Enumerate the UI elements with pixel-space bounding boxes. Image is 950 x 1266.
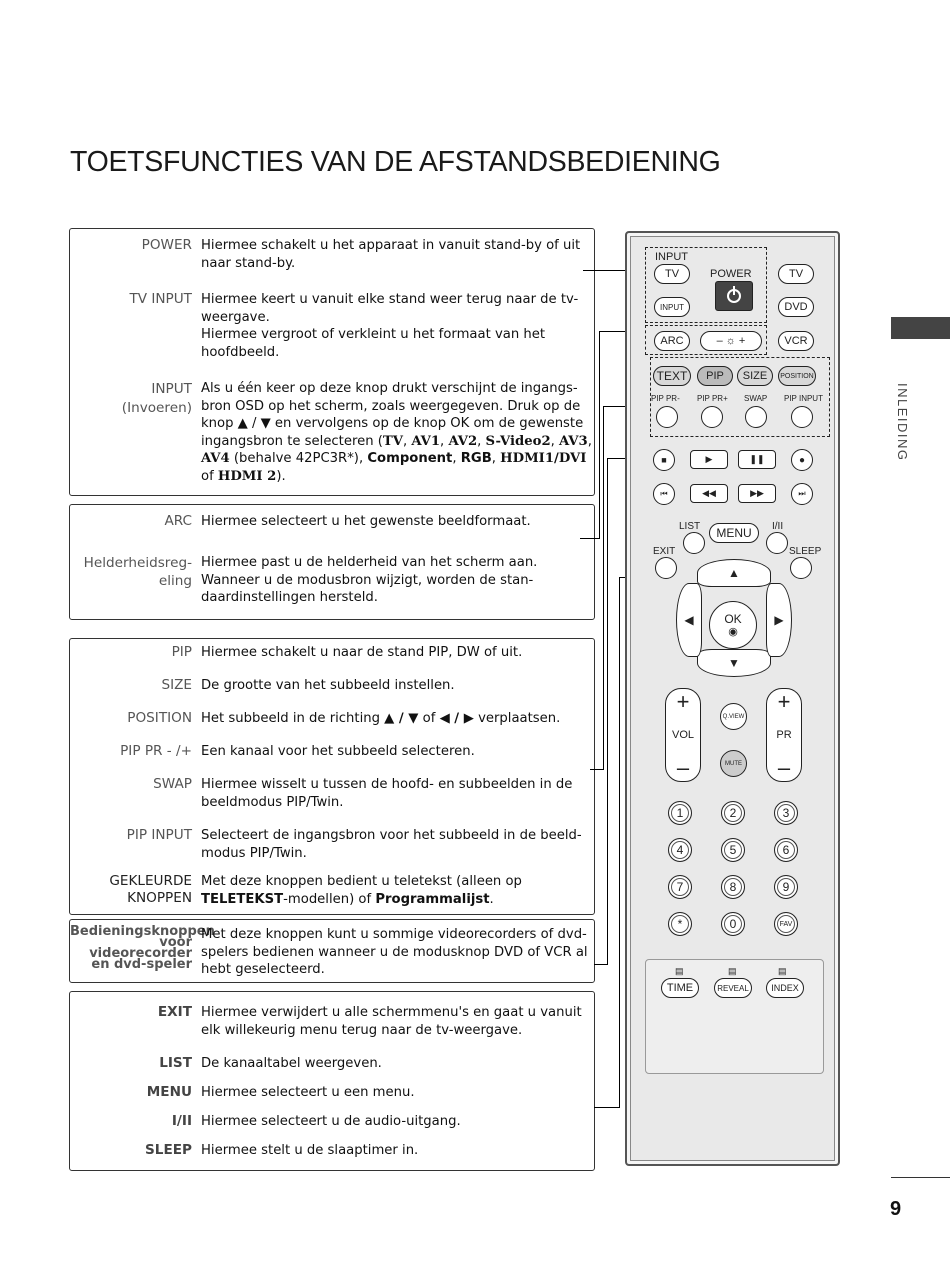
box-picture-keys [69, 504, 595, 620]
tv-mode-button[interactable]: TV [778, 264, 814, 284]
section-tab [891, 317, 950, 339]
desc-pip: Hiermee schakelt u naar de stand PIP, DW of uit. [201, 645, 523, 660]
page-title: TOETSFUNCTIES VAN DE AFSTANDSBEDIENING [70, 146, 721, 178]
sleep-label: SLEEP [789, 546, 822, 557]
page-number: 9 [890, 1198, 902, 1220]
index-button[interactable]: INDEX [766, 978, 804, 998]
desc-swap: Hiermee wisselt u tussen de hoofd- en subbeelden in de beeldmodus PIP/Twin. [201, 777, 573, 810]
footer-rule [891, 1177, 950, 1178]
power-button[interactable] [715, 281, 753, 311]
i-ii-button[interactable] [766, 532, 788, 554]
fast-forward-icon[interactable]: ▶▶ [738, 484, 776, 503]
box-pip-keys [69, 638, 595, 915]
minus-icon: – [676, 755, 690, 780]
connector-line [599, 331, 600, 538]
connector-line [603, 406, 604, 769]
desc-pip-input: Selecteert de ingangsbron voor het subbeeld in de beeld-modus PIP/Twin. [201, 828, 582, 861]
arc-button[interactable]: ARC [654, 331, 690, 351]
digit-button-7[interactable]: 7 [668, 875, 692, 899]
desc-size: De grootte van het subbeeld instellen. [201, 678, 455, 693]
label-swap: SWAP [153, 776, 192, 792]
pip-pr-plus-button[interactable] [701, 406, 723, 428]
box-vcr-dvd-keys [69, 919, 595, 983]
desc-colour-keys: Met deze knoppen bedient u teletekst (alleen op TELETEKST-modellen) of Programmalijst. [201, 874, 522, 907]
brightness-button[interactable]: – ☼ + [700, 331, 762, 351]
teletext-icon: ▤ [778, 966, 787, 976]
exit-label: EXIT [653, 546, 676, 557]
teletext-icon: ▤ [728, 966, 737, 976]
label-brightness: Helderheidsreg- eling [83, 555, 192, 589]
desc-tv-input: Hiermee keert u vanuit elke stand weer terug naar de tv-weergave. Hiermee vergroot of verkleint u het formaat van het hoofdbeeld. [201, 292, 579, 360]
label-colour-keys: GEKLEURDE KNOPPEN [109, 873, 192, 906]
menu-button[interactable]: MENU [709, 523, 759, 543]
pause-icon[interactable]: ❚❚ [738, 450, 776, 469]
swap-button[interactable] [745, 406, 767, 428]
tv-button[interactable]: TV [654, 264, 690, 284]
pip-pr-plus-label: PIP PR+ [697, 394, 728, 403]
desc-sleep: Hiermee stelt u de slaaptimer in. [201, 1143, 419, 1158]
pip-pr-minus-button[interactable] [656, 406, 678, 428]
desc-i-ii: Hiermee selecteert u de audio-uitgang. [201, 1114, 461, 1129]
digit-button-1[interactable]: 1 [668, 801, 692, 825]
label-sleep: SLEEP [145, 1142, 192, 1158]
desc-pip-pr: Een kanaal voor het subbeeld selecteren. [201, 744, 475, 759]
next-icon[interactable]: ⏭ [791, 483, 813, 505]
vol-label: VOL [671, 729, 694, 741]
digit-button-fav[interactable]: FAV [774, 912, 798, 936]
pip-input-label: PIP INPUT [784, 394, 823, 403]
exit-button[interactable] [655, 557, 677, 579]
digit-button-*[interactable]: * [668, 912, 692, 936]
pip-input-button[interactable] [791, 406, 813, 428]
desc-brightness: Hiermee past u de helderheid van het scherm aan. Wanneer u de modusbron wijzigt, worden de stan-daardinstellingen hersteld. [201, 555, 538, 605]
size-button[interactable]: SIZE [737, 366, 773, 386]
up-arrow-icon[interactable]: ▲ [697, 559, 771, 587]
desc-power: Hiermee schakelt u het apparaat in vanuit stand-by of uit naar stand-by. [201, 238, 581, 271]
list-label: LIST [679, 521, 701, 532]
input-label: INPUT [655, 251, 688, 263]
vcr-button[interactable]: VCR [778, 331, 814, 351]
label-size: SIZE [161, 677, 192, 693]
digit-button-3[interactable]: 3 [774, 801, 798, 825]
minus-icon: – [777, 755, 791, 780]
reveal-button[interactable]: REVEAL [714, 978, 752, 998]
qview-button[interactable]: Q.VIEW [720, 703, 747, 730]
position-button[interactable]: POSITION [778, 366, 816, 386]
label-list: LIST [159, 1055, 192, 1071]
digit-button-0[interactable]: 0 [721, 912, 745, 936]
right-arrow-icon[interactable]: ▶ [766, 583, 792, 657]
connector-line [594, 1107, 620, 1108]
ok-label: OK [724, 612, 742, 626]
left-arrow-icon[interactable]: ◀ [676, 583, 702, 657]
ok-icon: ◉ [728, 626, 738, 638]
label-power: POWER [141, 237, 192, 253]
pip-pr-minus-label: PIP PR- [651, 394, 680, 403]
power-icon [727, 289, 741, 303]
time-button[interactable]: TIME [661, 978, 699, 998]
desc-arc: Hiermee selecteert u het gewenste beeldformaat. [201, 514, 531, 529]
digit-button-4[interactable]: 4 [668, 838, 692, 862]
box-input-keys [69, 228, 595, 496]
ok-button[interactable] [709, 601, 757, 649]
rewind-icon[interactable]: ◀◀ [690, 484, 728, 503]
teletext-icon: ▤ [675, 966, 684, 976]
digit-button-6[interactable]: 6 [774, 838, 798, 862]
pip-button[interactable]: PIP [697, 366, 733, 386]
i-ii-label: I/II [772, 521, 784, 532]
label-tv-input: TV INPUT [129, 291, 192, 307]
desc-exit: Hiermee verwijdert u alle schermmenu's en gaat u vanuit elk willekeurig menu terug naar de tv-weergave. [201, 1005, 582, 1038]
label-pip: PIP [171, 644, 192, 660]
digit-button-8[interactable]: 8 [721, 875, 745, 899]
input-button[interactable]: INPUT [654, 297, 690, 317]
desc-menu: Hiermee selecteert u een menu. [201, 1085, 415, 1100]
connector-line [580, 538, 600, 539]
box-menu-keys [69, 991, 595, 1171]
connector-line [594, 964, 608, 965]
mute-button[interactable]: MUTE [720, 750, 747, 777]
plus-icon: + [676, 689, 690, 714]
digit-button-2[interactable]: 2 [721, 801, 745, 825]
swap-label: SWAP [744, 394, 768, 403]
text-button[interactable]: TEXT [653, 366, 691, 386]
label-exit: EXIT [157, 1004, 192, 1020]
desc-input: Als u één keer op deze knop drukt verschijnt de ingangs-bron OSD op het scherm, zoals weergegeven. Druk op de knop ▲ / ▼ en vervolgens op de knop OK om de gewenste ingangsbron te selecteren (TV, AV1, AV2, S-Video2, AV3, AV4 (behalve 42PC3R*), Component, RGB, HDMI1/DVI of HDMI 2). [201, 381, 592, 484]
section-label: INLEIDING [895, 383, 910, 462]
volume-rocker[interactable] [665, 688, 701, 782]
label-position: POSITION [127, 710, 192, 726]
pr-label: PR [776, 729, 792, 741]
record-icon[interactable]: ● [791, 449, 813, 471]
plus-icon: + [777, 689, 791, 714]
stop-icon[interactable]: ■ [653, 449, 675, 471]
desc-position: Het subbeeld in de richting ▲ / ▼ of ◀ / ▶ verplaatsen. [201, 711, 561, 726]
connector-line [590, 769, 604, 770]
desc-vcr-dvd: Met deze knoppen kunt u sommige videorecorders of dvd-spelers bedienen wanneer u de modusknop DVD of VCR al hebt geselecteerd. [201, 927, 588, 977]
label-menu: MENU [146, 1084, 192, 1100]
connector-line [607, 458, 608, 964]
list-button[interactable] [683, 532, 705, 554]
label-pip-input: PIP INPUT [126, 827, 192, 843]
dvd-button[interactable]: DVD [778, 297, 814, 317]
programme-rocker[interactable] [766, 688, 802, 782]
digit-button-9[interactable]: 9 [774, 875, 798, 899]
label-pip-pr: PIP PR - /+ [120, 743, 192, 759]
sleep-button[interactable] [790, 557, 812, 579]
label-i-ii: I/II [171, 1113, 192, 1129]
play-icon[interactable]: ▶ [690, 450, 728, 469]
digit-button-5[interactable]: 5 [721, 838, 745, 862]
previous-icon[interactable]: ⏮ [653, 483, 675, 505]
desc-list: De kanaaltabel weergeven. [201, 1056, 382, 1071]
power-label: POWER [710, 268, 752, 280]
connector-line [619, 577, 620, 1107]
down-arrow-icon[interactable]: ▼ [697, 649, 771, 677]
label-input: INPUT (Invoeren) [121, 381, 192, 416]
label-arc: ARC [164, 513, 192, 529]
label-vcr-dvd: Bedieningsknoppen voor videorecorder en dvd-speler [70, 924, 215, 972]
remote-control [625, 231, 840, 1166]
